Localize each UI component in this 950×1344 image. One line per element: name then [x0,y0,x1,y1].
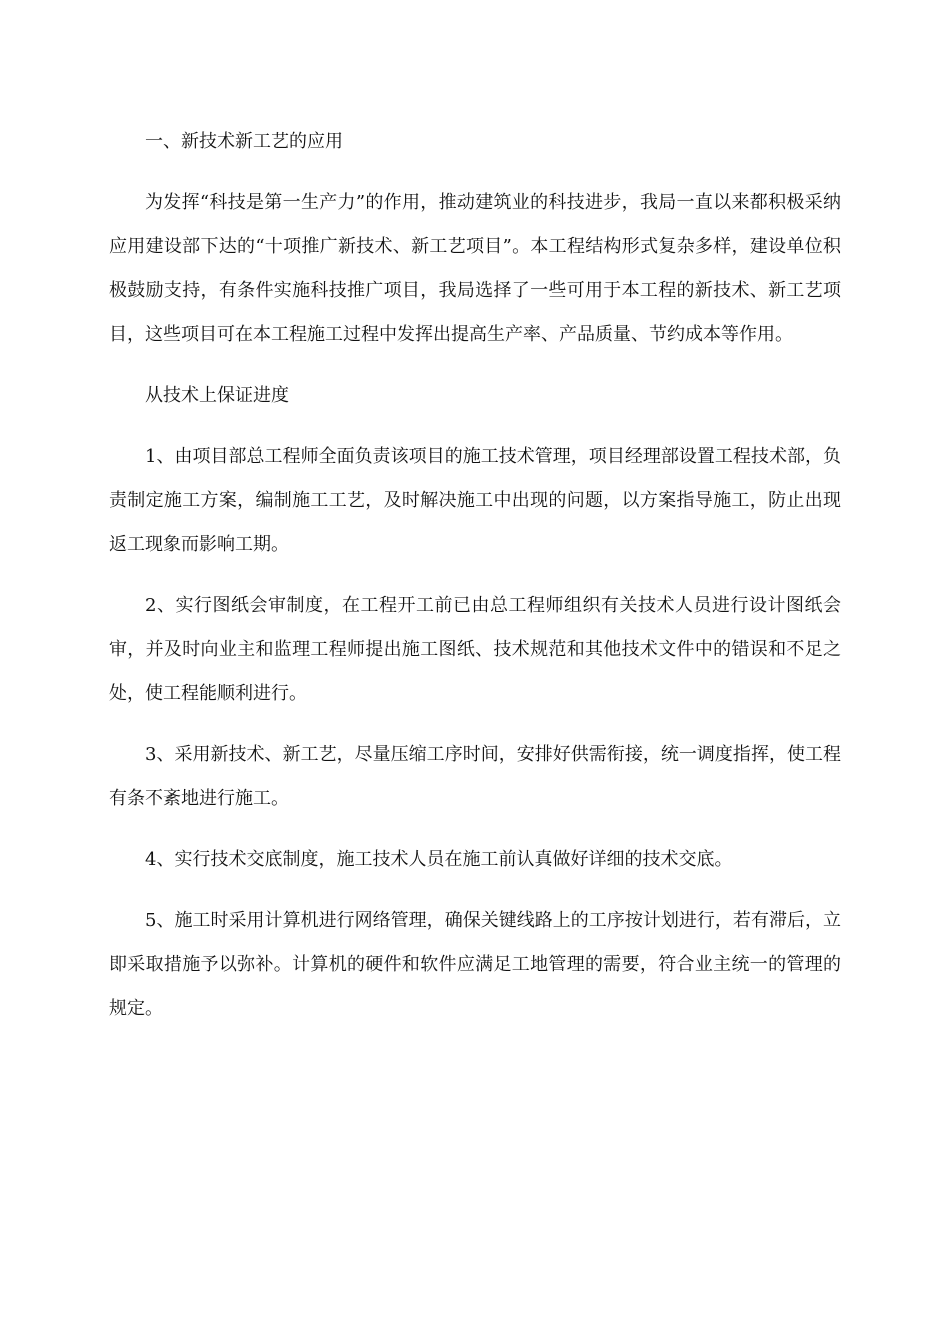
list-item-5: 5、施工时采用计算机进行网络管理，确保关键线路上的工序按计划进行，若有滞后，立即采取措施予以弥补。计算机的硬件和软件应满足工地管理的需要，符合业主统一的管理的规定。 [109,910,841,1019]
list-item-2: 2、实行图纸会审制度，在工程开工前已由总工程师组织有关技术人员进行设计图纸会审，并及时向业主和监理工程师提出施工图纸、技术规范和其他技术文件中的错误和不足之处，使工程能顺利进行。 [109,595,841,704]
paragraph-technology-application: 为发挥“科技是第一生产力”的作用，推动建筑业的科技进步，我局一直以来都积极采纳应用建设部下达的“十项推广新技术、新工艺项目”。本工程结构形式复杂多样，建设单位积极鼓励支持，有条件实施科技推广项目，我局选择了一些可用于本工程的新技术、新工艺项目，这些项目可在本工程施工过程中发挥出提高生产率、产品质量、节约成本等作用。 [109,192,841,345]
section-heading-new-technology: 一、新技术新工艺的应用 [145,131,343,152]
section-heading-schedule-assurance: 从技术上保证进度 [145,385,289,406]
list-item-3: 3、采用新技术、新工艺，尽量压缩工序时间，安排好供需衔接，统一调度指挥，使工程有条不紊地进行施工。 [109,744,841,809]
list-item-1: 1、由项目部总工程师全面负责该项目的施工技术管理，项目经理部设置工程技术部，负责制定施工方案，编制施工工艺，及时解决施工中出现的问题，以方案指导施工，防止出现返工现象而影响工期。 [109,446,841,555]
list-item-4: 4、实行技术交底制度，施工技术人员在施工前认真做好详细的技术交底。 [145,849,733,870]
document-body [109,120,841,1048]
